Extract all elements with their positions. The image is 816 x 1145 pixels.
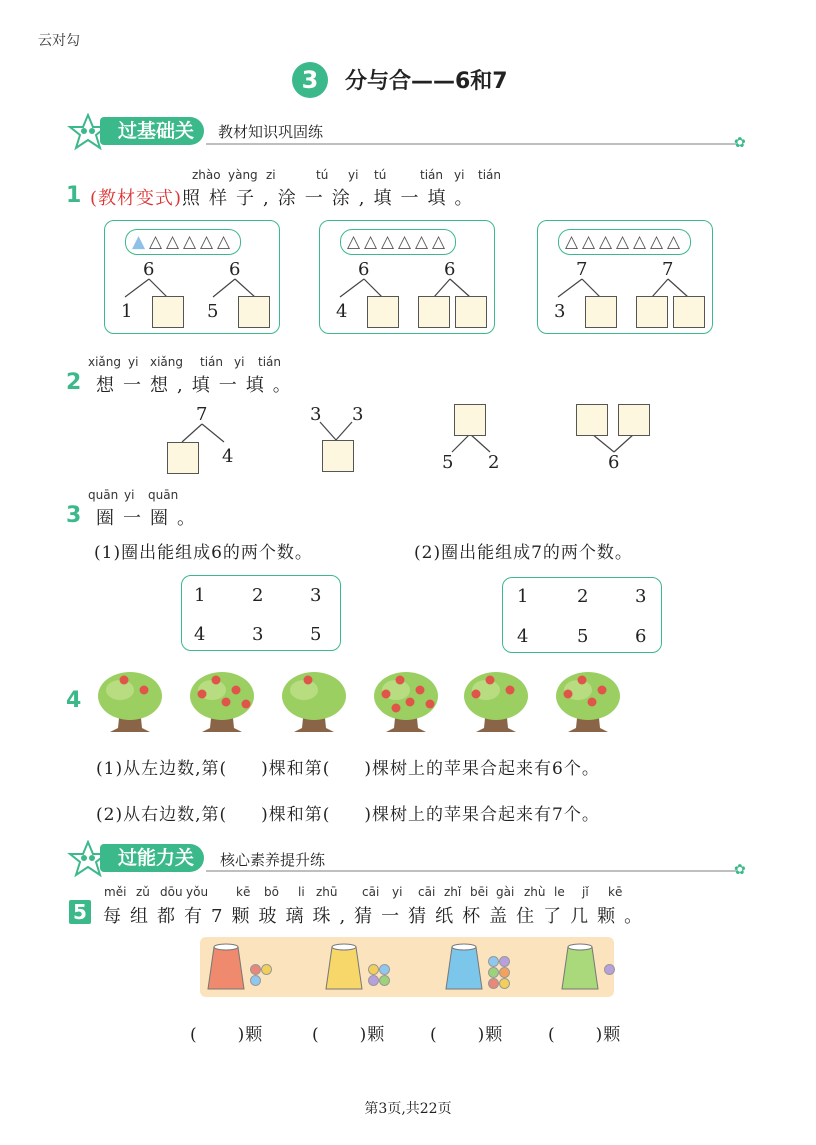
flower-icon: ✿ (734, 862, 746, 878)
pinyin-syllable: zhǐ (444, 885, 462, 899)
glass-bead-icon (488, 956, 499, 967)
top-number: 7 (662, 259, 674, 280)
cup-icon (560, 943, 600, 991)
lesson-title: 分与合——6和7 (345, 69, 508, 94)
top-number: 6 (229, 259, 241, 280)
apple-tree-icon (96, 668, 164, 734)
number-cell[interactable]: 4 (517, 626, 529, 647)
pinyin-syllable: zhū (316, 885, 338, 899)
question-number-4: 4 (66, 688, 82, 713)
answer-box[interactable] (367, 296, 399, 328)
pinyin-syllable: jǐ (582, 885, 589, 899)
pinyin-syllable: cāi (418, 885, 436, 899)
apple-tree-icon (188, 668, 256, 734)
top-number: 7 (576, 259, 588, 280)
triangle-icon[interactable]: △ (599, 232, 613, 252)
given-number: 1 (121, 301, 133, 322)
pinyin-syllable: yàng (228, 168, 258, 182)
pinyin-syllable: tú (374, 168, 387, 182)
question-1-tag: (教材变式) (90, 188, 183, 209)
section-tag-basic: 过基础关 (100, 117, 204, 145)
triangle-icon[interactable]: △ (565, 232, 579, 252)
given-number: 5 (207, 301, 219, 322)
apple-icon (222, 698, 231, 707)
answer-box[interactable] (585, 296, 617, 328)
apple-icon (140, 686, 149, 695)
triangle-icon[interactable]: △ (582, 232, 596, 252)
section-banner-ability (66, 840, 756, 880)
pinyin-syllable: dōu (160, 885, 183, 899)
section-divider (206, 143, 736, 145)
apple-icon (578, 676, 587, 685)
apple-icon (392, 704, 401, 713)
pinyin-syllable: quān (88, 488, 119, 502)
question-2-text: 想一想,填一填。 (96, 375, 300, 396)
apple-icon (406, 698, 415, 707)
number-cell[interactable]: 5 (310, 624, 322, 645)
section-tag-ability: 过能力关 (100, 844, 204, 872)
question-number-2: 2 (66, 370, 82, 395)
triangle-icon[interactable]: △ (166, 232, 180, 252)
question-number-3: 3 (66, 503, 82, 528)
glass-bead-icon (499, 967, 510, 978)
pinyin-syllable: xiǎng (150, 355, 184, 369)
question-2-trees (150, 400, 670, 480)
answer-box[interactable] (636, 296, 668, 328)
pinyin-syllable: kē (608, 885, 623, 899)
apple-icon (486, 676, 495, 685)
glass-bead-icon (499, 978, 510, 989)
pinyin-syllable: le (554, 885, 565, 899)
pinyin-syllable: yǒu (186, 885, 209, 899)
figure-card (319, 220, 495, 334)
cup-icon (324, 943, 364, 991)
flower-icon: ✿ (734, 135, 746, 151)
answer-box[interactable] (576, 404, 608, 436)
pinyin-syllable: kē (236, 885, 251, 899)
apple-icon (212, 676, 221, 685)
answer-box[interactable] (618, 404, 650, 436)
answer-blank[interactable]: ( )颗 (548, 1025, 622, 1045)
glass-bead-icon (261, 964, 272, 975)
triangle-icon[interactable]: △ (183, 232, 197, 252)
apple-icon (426, 700, 435, 709)
number-card-1 (181, 575, 341, 651)
section-banner-basic (66, 113, 756, 153)
given-number: 4 (336, 301, 348, 322)
number-cell[interactable]: 3 (252, 624, 264, 645)
section-subtitle-ability: 核心素养提升练 (220, 851, 326, 869)
number-cell[interactable]: 3 (310, 585, 322, 606)
apple-icon (120, 676, 129, 685)
glass-bead-icon (250, 964, 261, 975)
pinyin-syllable: yi (128, 355, 139, 369)
triangle-icon[interactable]: △ (633, 232, 647, 252)
apple-icon (242, 700, 251, 709)
pinyin-syllable: yi (348, 168, 359, 182)
pinyin-syllable: tián (258, 355, 281, 369)
apple-tree-icon (280, 668, 348, 734)
triangle-icon[interactable]: △ (415, 232, 429, 252)
pinyin-syllable: yi (234, 355, 245, 369)
number-card-2 (502, 577, 662, 653)
answer-box[interactable] (322, 440, 354, 472)
page-footer: 第3页,共22页 (364, 1101, 452, 1117)
apple-icon (232, 686, 241, 695)
question-1-prompt: 照样子,涂一涂,填一填。 (182, 188, 482, 209)
answer-blank[interactable]: ( )颗 (190, 1025, 264, 1045)
number-cell[interactable]: 3 (635, 586, 647, 607)
apple-icon (598, 686, 607, 695)
q2-left-number: 3 (310, 404, 322, 425)
top-number: 6 (358, 259, 370, 280)
glass-bead-icon (368, 964, 379, 975)
apple-icon (382, 690, 391, 699)
cup-icon (206, 943, 246, 991)
pinyin-syllable: zhào (192, 168, 221, 182)
triangle-icon[interactable]: △ (364, 232, 378, 252)
pinyin-syllable: měi (104, 885, 127, 899)
triangle-icon[interactable]: △ (667, 232, 681, 252)
glass-bead-icon (499, 956, 510, 967)
apple-tree-icon (554, 668, 622, 734)
q2-left-number: 5 (442, 452, 454, 473)
figure-card (537, 220, 713, 334)
answer-blank[interactable]: ( )颗 (430, 1025, 504, 1045)
question-5-text: 每组都有7颗玻璃珠,猜一猜纸杯盖住了几颗。 (103, 906, 652, 927)
pinyin-syllable: tú (316, 168, 329, 182)
pinyin-syllable: zhù (524, 885, 546, 899)
apple-icon (506, 686, 515, 695)
pinyin-syllable: tián (420, 168, 443, 182)
number-cell[interactable]: 4 (194, 624, 206, 645)
triangle-icon[interactable]: △ (432, 232, 446, 252)
pinyin-syllable: quān (148, 488, 179, 502)
glass-bead-icon (379, 964, 390, 975)
pinyin-syllable: zǔ (136, 885, 150, 899)
q2-top-number: 7 (196, 404, 208, 425)
question-3-pinyin (0, 488, 816, 504)
given-number: 3 (554, 301, 566, 322)
triangle-icon[interactable]: ▲ (132, 232, 146, 252)
question-3-part-2-label: (2)圈出能组成7的两个数。 (414, 543, 633, 563)
triangle-icon[interactable]: △ (217, 232, 231, 252)
cup-icon (444, 943, 484, 991)
glass-bead-icon (604, 964, 615, 975)
question-3-text: 圈一圈。 (96, 508, 204, 529)
question-5-pinyin (0, 885, 816, 901)
apple-tree-icon (372, 668, 440, 734)
pinyin-syllable: tián (478, 168, 501, 182)
pinyin-syllable: yi (454, 168, 465, 182)
question-number-5: 5 (69, 900, 91, 924)
question-1-text (90, 184, 482, 210)
triangle-icon[interactable]: △ (616, 232, 630, 252)
triangle-icon[interactable]: △ (398, 232, 412, 252)
triangle-icon[interactable]: △ (381, 232, 395, 252)
pinyin-syllable: zi (266, 168, 276, 182)
apple-tree-icon (462, 668, 530, 734)
glass-bead-icon (368, 975, 379, 986)
figure-card (104, 220, 280, 334)
watermark: 云对勾 (38, 33, 80, 49)
glass-bead-icon (488, 967, 499, 978)
section-subtitle-basic: 教材知识巩固练 (218, 123, 324, 141)
apple-icon (304, 676, 313, 685)
apple-icon (564, 690, 573, 699)
question-2-pinyin (0, 355, 816, 371)
pinyin-syllable: yi (124, 488, 135, 502)
number-cell[interactable]: 2 (252, 585, 264, 606)
section-divider (206, 870, 736, 872)
answer-box[interactable] (238, 296, 270, 328)
glass-bead-icon (488, 978, 499, 989)
answer-box[interactable] (152, 296, 184, 328)
question-3-part-1-label: (1)圈出能组成6的两个数。 (94, 543, 313, 563)
pinyin-syllable: xiǎng (88, 355, 122, 369)
number-cell[interactable]: 2 (577, 586, 589, 607)
lesson-number-badge: 3 (292, 62, 328, 98)
q2-right-number: 2 (488, 452, 500, 473)
pinyin-syllable: gài (496, 885, 515, 899)
answer-box[interactable] (673, 296, 705, 328)
pinyin-syllable: bō (264, 885, 279, 899)
triangle-icon[interactable]: △ (650, 232, 664, 252)
triangle-icon[interactable]: △ (200, 232, 214, 252)
q2-right-number: 4 (222, 446, 234, 467)
number-cell[interactable]: 1 (194, 585, 206, 606)
q2-bottom-number: 6 (608, 452, 620, 473)
question-4-sub-2: (2)从右边数,第( )棵和第( )棵树上的苹果合起来有7个。 (96, 805, 600, 825)
pinyin-syllable: li (298, 885, 305, 899)
glass-bead-icon (379, 975, 390, 986)
answer-box[interactable] (454, 404, 486, 436)
pinyin-syllable: bēi (470, 885, 489, 899)
pinyin-syllable: yi (392, 885, 403, 899)
question-4-sub-1: (1)从左边数,第( )棵和第( )棵树上的苹果合起来有6个。 (96, 759, 600, 779)
question-1-pinyin (0, 168, 816, 184)
apple-icon (198, 690, 207, 699)
answer-box[interactable] (167, 442, 199, 474)
apple-icon (588, 698, 597, 707)
top-number: 6 (444, 259, 456, 280)
glass-bead-icon (250, 975, 261, 986)
triangle-icon[interactable]: △ (149, 232, 163, 252)
question-number-1: 1 (66, 183, 82, 208)
number-cell[interactable]: 5 (577, 626, 589, 647)
pinyin-syllable: cāi (362, 885, 380, 899)
answer-box[interactable] (455, 296, 487, 328)
number-cell[interactable]: 6 (635, 626, 647, 647)
answer-box[interactable] (418, 296, 450, 328)
top-number: 6 (143, 259, 155, 280)
apple-icon (416, 686, 425, 695)
triangle-icon[interactable]: △ (347, 232, 361, 252)
answer-blank[interactable]: ( )颗 (312, 1025, 386, 1045)
q2-right-number: 3 (352, 404, 364, 425)
pinyin-syllable: tián (200, 355, 223, 369)
number-cell[interactable]: 1 (517, 586, 529, 607)
apple-icon (472, 690, 481, 699)
apple-icon (396, 676, 405, 685)
